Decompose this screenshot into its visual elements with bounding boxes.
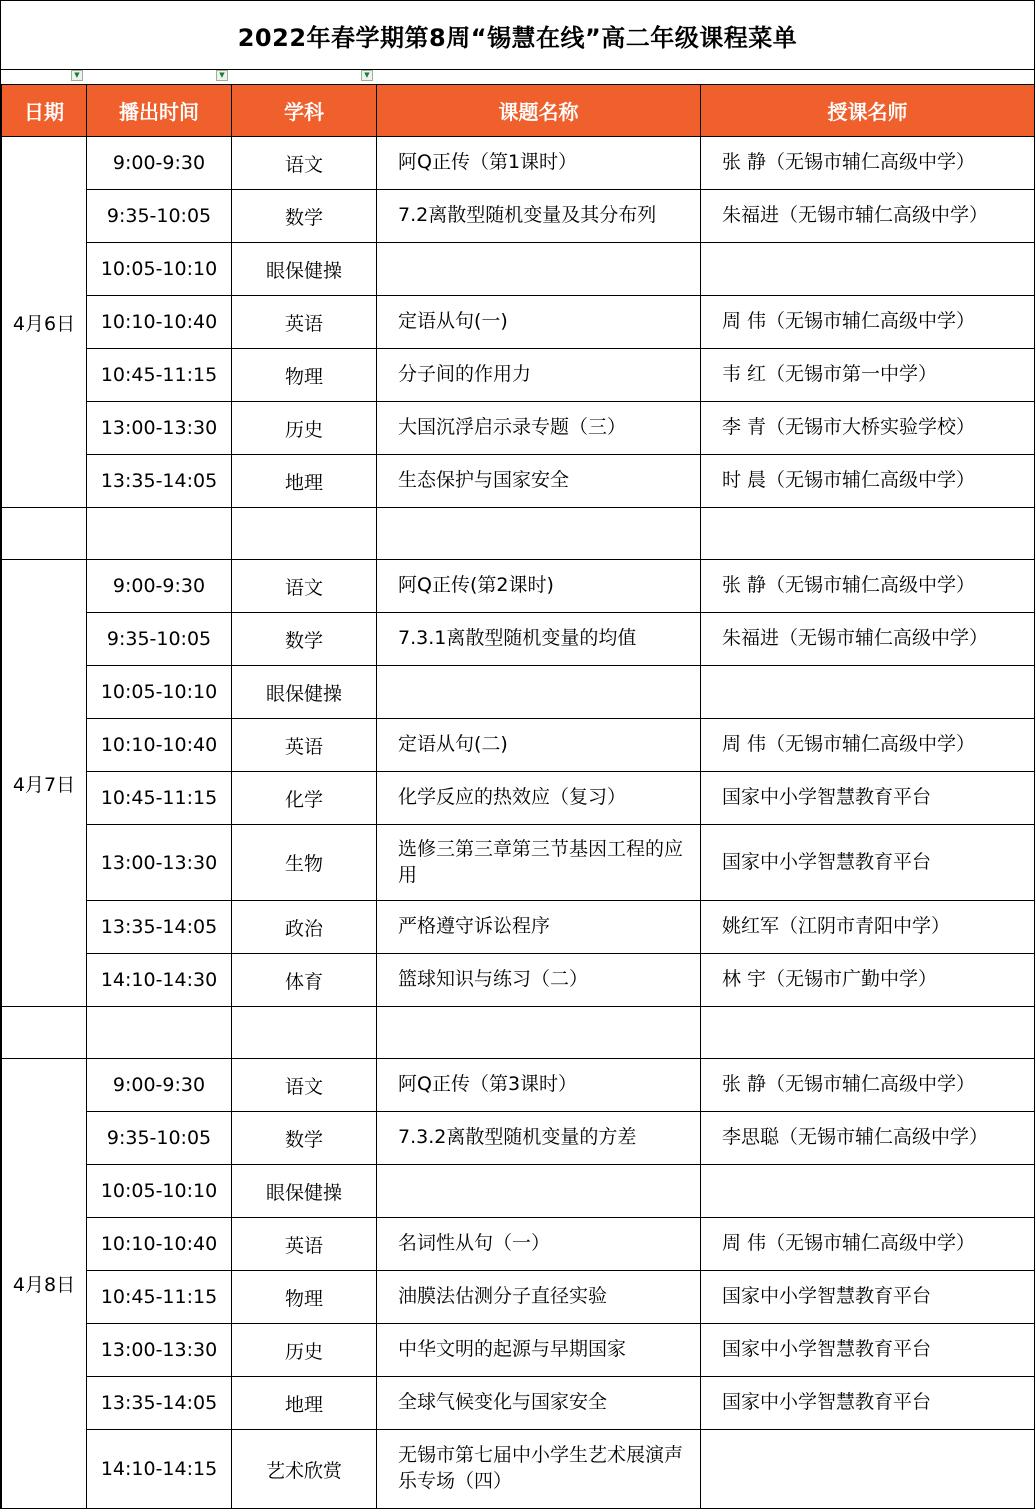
table-row <box>2 137 1035 190</box>
date-cell: 4月6日 <box>2 137 87 508</box>
teacher-cell: 国家中小学智慧教育平台 <box>701 772 1035 825</box>
time-cell: 10:05-10:10 <box>87 243 232 296</box>
subject-cell: 艺术欣赏 <box>232 1430 377 1509</box>
table-row <box>2 1271 1035 1324</box>
topic-cell: 严格遵守诉讼程序 <box>377 901 701 954</box>
time-cell: 14:10-14:15 <box>87 1430 232 1509</box>
time-cell: 9:35-10:05 <box>87 613 232 666</box>
table-row <box>2 719 1035 772</box>
empty-cell <box>2 508 87 560</box>
time-cell: 10:05-10:10 <box>87 1165 232 1218</box>
subject-cell: 语文 <box>232 1059 377 1112</box>
topic-cell: 大国沉浮启示录专题（三） <box>377 402 701 455</box>
teacher-cell: 韦 红（无锡市第一中学） <box>701 349 1035 402</box>
time-cell: 9:35-10:05 <box>87 190 232 243</box>
table-row <box>2 666 1035 719</box>
teacher-cell: 时 晨（无锡市辅仁高级中学） <box>701 455 1035 508</box>
filter-row <box>1 70 1034 84</box>
topic-cell: 全球气候变化与国家安全 <box>377 1377 701 1430</box>
subject-cell: 数学 <box>232 613 377 666</box>
teacher-cell: 朱福进（无锡市辅仁高级中学） <box>701 613 1035 666</box>
blank-row <box>2 1007 1035 1059</box>
teacher-cell: 国家中小学智慧教育平台 <box>701 1271 1035 1324</box>
table-row <box>2 1059 1035 1112</box>
empty-cell <box>232 1007 377 1059</box>
date-cell: 4月8日 <box>2 1059 87 1509</box>
subject-cell: 历史 <box>232 402 377 455</box>
teacher-cell <box>701 243 1035 296</box>
subject-cell: 物理 <box>232 349 377 402</box>
subject-cell: 英语 <box>232 296 377 349</box>
empty-cell <box>232 508 377 560</box>
teacher-cell <box>701 666 1035 719</box>
header-subject[interactable]: 学科 <box>232 85 377 137</box>
topic-cell <box>377 666 701 719</box>
topic-cell: 油膜法估测分子直径实验 <box>377 1271 701 1324</box>
topic-cell <box>377 1165 701 1218</box>
subject-cell: 数学 <box>232 1112 377 1165</box>
time-cell: 10:10-10:40 <box>87 719 232 772</box>
subject-cell: 眼保健操 <box>232 243 377 296</box>
empty-cell <box>701 508 1035 560</box>
subject-cell: 政治 <box>232 901 377 954</box>
time-cell: 10:45-11:15 <box>87 349 232 402</box>
table-row <box>2 296 1035 349</box>
subject-cell: 物理 <box>232 1271 377 1324</box>
subject-cell: 生物 <box>232 825 377 901</box>
topic-cell: 阿Q正传(第2课时) <box>377 560 701 613</box>
filter-dropdown-icon[interactable]: ▼ <box>216 70 228 81</box>
teacher-cell: 周 伟（无锡市辅仁高级中学） <box>701 719 1035 772</box>
teacher-cell: 张 静（无锡市辅仁高级中学） <box>701 560 1035 613</box>
teacher-cell: 姚红军（江阴市青阳中学） <box>701 901 1035 954</box>
table-row <box>2 190 1035 243</box>
header-date[interactable]: 日期 <box>2 85 87 137</box>
empty-cell <box>377 508 701 560</box>
time-cell: 14:10-14:30 <box>87 954 232 1007</box>
table-row <box>2 901 1035 954</box>
subject-cell: 体育 <box>232 954 377 1007</box>
teacher-cell: 国家中小学智慧教育平台 <box>701 1324 1035 1377</box>
time-cell: 13:35-14:05 <box>87 901 232 954</box>
table-row <box>2 954 1035 1007</box>
topic-cell: 分子间的作用力 <box>377 349 701 402</box>
topic-cell <box>377 243 701 296</box>
table-row <box>2 1430 1035 1509</box>
subject-cell: 地理 <box>232 455 377 508</box>
table-row <box>2 243 1035 296</box>
table-row <box>2 1112 1035 1165</box>
time-cell: 10:10-10:40 <box>87 296 232 349</box>
teacher-cell: 国家中小学智慧教育平台 <box>701 825 1035 901</box>
subject-cell: 地理 <box>232 1377 377 1430</box>
table-row <box>2 349 1035 402</box>
schedule-table <box>1 84 1035 1509</box>
time-cell: 10:05-10:10 <box>87 666 232 719</box>
topic-cell: 7.3.2离散型随机变量的方差 <box>377 1112 701 1165</box>
time-cell: 9:00-9:30 <box>87 137 232 190</box>
topic-cell: 阿Q正传（第3课时） <box>377 1059 701 1112</box>
table-row <box>2 402 1035 455</box>
table-row <box>2 825 1035 901</box>
teacher-cell: 周 伟（无锡市辅仁高级中学） <box>701 296 1035 349</box>
teacher-cell: 李 青（无锡市大桥实验学校） <box>701 402 1035 455</box>
empty-cell <box>87 508 232 560</box>
filter-dropdown-icon[interactable]: ▼ <box>361 70 373 81</box>
header-teacher: 授课名师 <box>701 85 1035 137</box>
topic-cell: 定语从句(一) <box>377 296 701 349</box>
date-cell: 4月7日 <box>2 560 87 1007</box>
subject-cell: 化学 <box>232 772 377 825</box>
subject-cell: 语文 <box>232 137 377 190</box>
header-time[interactable]: 播出时间 <box>87 85 232 137</box>
header-topic: 课题名称 <box>377 85 701 137</box>
empty-cell <box>2 1007 87 1059</box>
teacher-cell: 李思聪（无锡市辅仁高级中学） <box>701 1112 1035 1165</box>
time-cell: 9:00-9:30 <box>87 560 232 613</box>
topic-cell: 无锡市第七届中小学生艺术展演声乐专场（四） <box>377 1430 701 1509</box>
subject-cell: 英语 <box>232 1218 377 1271</box>
subject-cell: 历史 <box>232 1324 377 1377</box>
teacher-cell: 朱福进（无锡市辅仁高级中学） <box>701 190 1035 243</box>
topic-cell: 中华文明的起源与早期国家 <box>377 1324 701 1377</box>
teacher-cell <box>701 1430 1035 1509</box>
empty-cell <box>377 1007 701 1059</box>
blank-row <box>2 508 1035 560</box>
topic-cell: 定语从句(二) <box>377 719 701 772</box>
time-cell: 10:10-10:40 <box>87 1218 232 1271</box>
topic-cell: 7.3.1离散型随机变量的均值 <box>377 613 701 666</box>
teacher-cell: 周 伟（无锡市辅仁高级中学） <box>701 1218 1035 1271</box>
topic-cell: 化学反应的热效应（复习） <box>377 772 701 825</box>
empty-cell <box>87 1007 232 1059</box>
teacher-cell: 张 静（无锡市辅仁高级中学） <box>701 137 1035 190</box>
topic-cell: 阿Q正传（第1课时） <box>377 137 701 190</box>
teacher-cell <box>701 1165 1035 1218</box>
topic-cell: 生态保护与国家安全 <box>377 455 701 508</box>
table-row <box>2 560 1035 613</box>
subject-cell: 语文 <box>232 560 377 613</box>
time-cell: 10:45-11:15 <box>87 1271 232 1324</box>
time-cell: 13:00-13:30 <box>87 1324 232 1377</box>
time-cell: 9:35-10:05 <box>87 1112 232 1165</box>
table-row <box>2 1377 1035 1430</box>
table-row <box>2 1165 1035 1218</box>
time-cell: 13:00-13:30 <box>87 402 232 455</box>
table-row <box>2 772 1035 825</box>
subject-cell: 英语 <box>232 719 377 772</box>
time-cell: 13:35-14:05 <box>87 1377 232 1430</box>
teacher-cell: 国家中小学智慧教育平台 <box>701 1377 1035 1430</box>
subject-cell: 眼保健操 <box>232 1165 377 1218</box>
topic-cell: 选修三第三章第三节基因工程的应用 <box>377 825 701 901</box>
subject-cell: 眼保健操 <box>232 666 377 719</box>
table-row <box>2 1324 1035 1377</box>
empty-cell <box>701 1007 1035 1059</box>
table-row <box>2 613 1035 666</box>
subject-cell: 数学 <box>232 190 377 243</box>
table-header-row <box>2 85 1035 137</box>
topic-cell: 名词性从句（一） <box>377 1218 701 1271</box>
teacher-cell: 林 宇（无锡市广勤中学） <box>701 954 1035 1007</box>
time-cell: 9:00-9:30 <box>87 1059 232 1112</box>
page-title: 2022年春学期第8周“锡慧在线”高二年级课程菜单 <box>1 0 1034 70</box>
table-row <box>2 1218 1035 1271</box>
topic-cell: 7.2离散型随机变量及其分布列 <box>377 190 701 243</box>
teacher-cell: 张 静（无锡市辅仁高级中学） <box>701 1059 1035 1112</box>
table-row <box>2 455 1035 508</box>
filter-dropdown-icon[interactable]: ▼ <box>71 70 83 81</box>
time-cell: 10:45-11:15 <box>87 772 232 825</box>
time-cell: 13:00-13:30 <box>87 825 232 901</box>
topic-cell: 篮球知识与练习（二） <box>377 954 701 1007</box>
time-cell: 13:35-14:05 <box>87 455 232 508</box>
